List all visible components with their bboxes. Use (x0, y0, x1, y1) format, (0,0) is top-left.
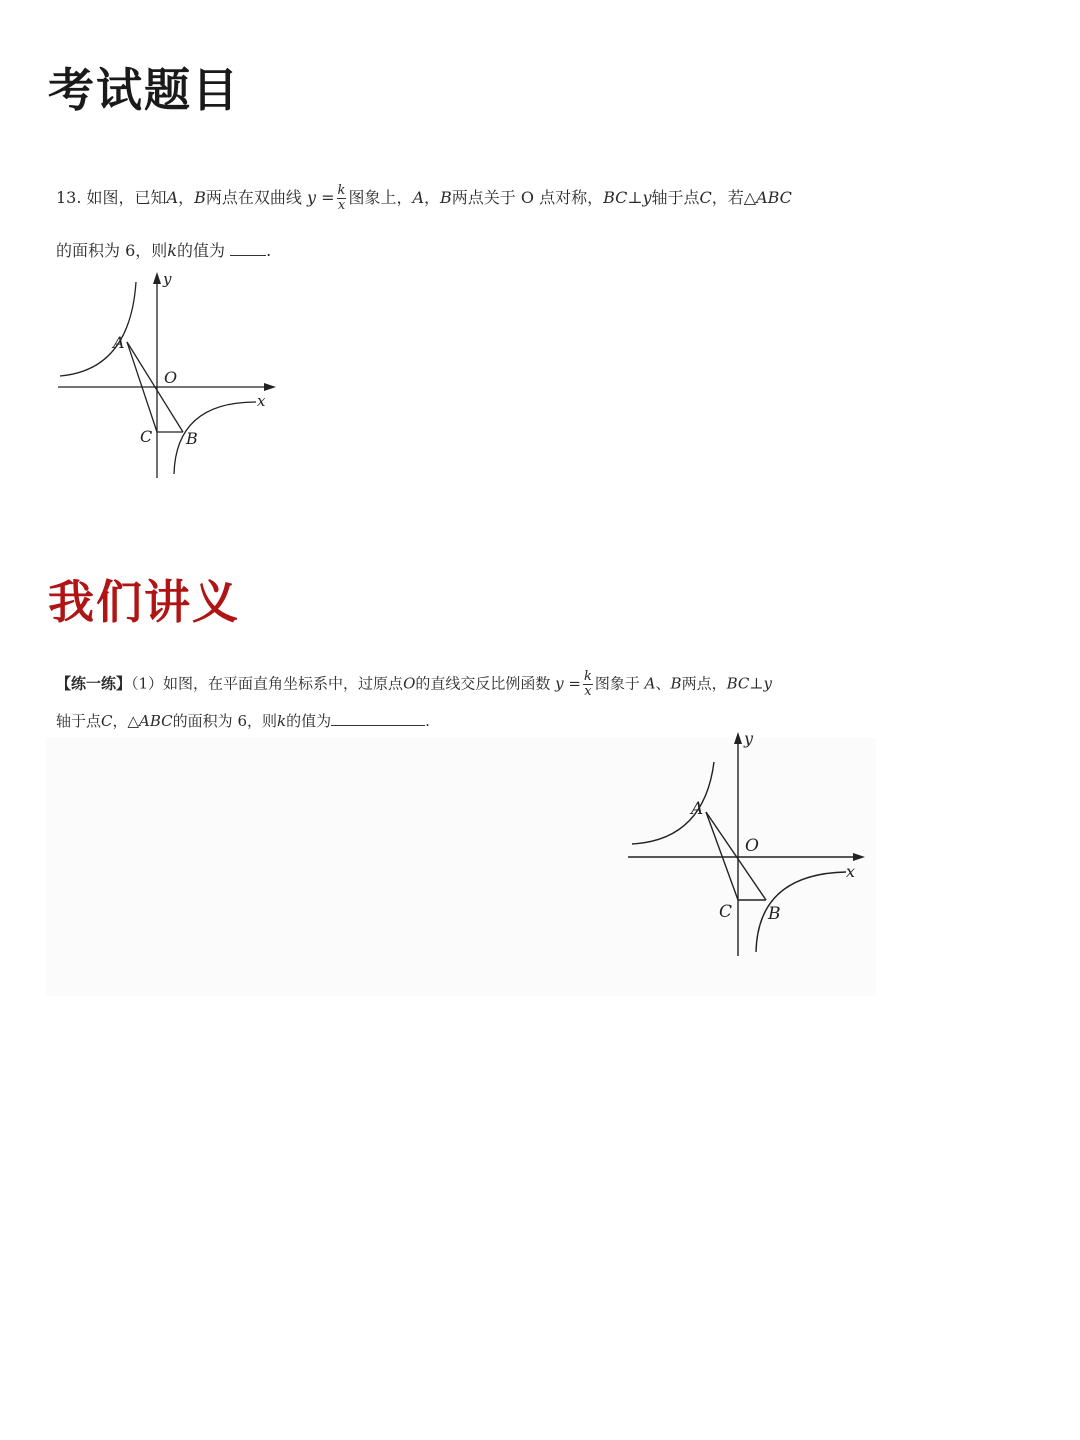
practice-line-2 (56, 710, 430, 731)
point-c-label: C (140, 427, 153, 446)
x-axis-label: x (846, 862, 856, 881)
point-b-label: B (670, 674, 682, 693)
separator: 、 (655, 674, 671, 693)
variable-k: k (167, 241, 177, 260)
period: . (266, 241, 272, 260)
section-heading-exam: 考试题目 (48, 63, 240, 117)
fraction-k-over-x (337, 184, 347, 213)
comma: ， (178, 188, 195, 207)
point-b-label: B (194, 188, 206, 207)
problem-13-line-1 (56, 184, 792, 213)
perpendicular-symbol: ⊥ (627, 188, 643, 207)
fraction-denominator: x (584, 684, 592, 699)
section-heading-handout: 我们讲义 (48, 575, 240, 629)
triangle-abc-label: ABC (756, 188, 792, 207)
point-a-label: A (691, 799, 704, 819)
problem-text: 两点， (681, 674, 727, 693)
answer-blank (331, 711, 425, 726)
fraction-denominator: x (337, 198, 346, 213)
segment-bc-label: BC (603, 188, 628, 207)
problem-text: 轴于点 (56, 712, 102, 730)
problem-text: ，△ (112, 712, 140, 730)
problem-text: 的直线交反比例函数 (415, 674, 551, 693)
practice-tag: 【练一练】 (56, 674, 132, 693)
x-axis-arrow (853, 853, 865, 861)
problem-text: 的值为 (176, 241, 225, 260)
problem-text: 如图，已知 (86, 188, 167, 207)
perpendicular-symbol: ⊥ (749, 674, 764, 693)
segment-ab (706, 812, 766, 900)
point-c-label: C (101, 712, 113, 730)
x-axis-label: x (257, 392, 266, 410)
fraction-k-over-x (583, 670, 593, 699)
fraction-numerator: k (583, 669, 592, 684)
point-a-label: A (412, 188, 425, 207)
fraction-numerator: k (337, 183, 346, 198)
triangle-abc-label: ABC (139, 712, 173, 730)
practice-line-1 (56, 670, 772, 699)
segment-bc-label: BC (726, 674, 750, 693)
origin-label: O (745, 836, 759, 856)
problem-text: 图象上， (348, 188, 413, 207)
point-b-label: B (186, 429, 198, 448)
hyperbola-branch-upper-left (60, 282, 136, 376)
problem-number: 13. (56, 188, 82, 207)
point-c-label: C (719, 902, 733, 922)
problem-text: 的值为 (286, 712, 332, 730)
segment-ac (706, 812, 738, 900)
equation-lhs: y = (555, 674, 581, 693)
point-b-label: B (440, 188, 452, 207)
point-a-label: A (644, 674, 656, 693)
point-b-label: B (768, 904, 781, 924)
problem-text: 图象于 (594, 674, 640, 693)
problem-text: 两点在双曲线 (205, 188, 302, 207)
period: . (425, 712, 430, 730)
point-a-label: A (166, 188, 179, 207)
equation-lhs: y = (307, 188, 335, 207)
problem-text: 的面积为 6，则 (172, 712, 277, 730)
point-o-label: O (403, 674, 416, 693)
hyperbola-figure-1 (50, 268, 290, 483)
problem-text: ，若△ (711, 188, 757, 207)
origin-label: O (164, 368, 178, 387)
variable-k: k (276, 712, 287, 730)
y-axis-label: y (744, 729, 754, 748)
comma: ， (424, 188, 441, 207)
problem-text: 的面积为 6，则 (56, 241, 168, 260)
problem-text: 两点关于 O 点对称， (451, 188, 604, 207)
hyperbola-figure-2 (620, 726, 878, 964)
y-axis-label: y (163, 270, 172, 288)
point-c-label: C (699, 188, 712, 207)
y-axis-ref: y (642, 188, 652, 207)
y-axis-ref: y (763, 674, 772, 693)
x-axis-arrow (264, 383, 276, 391)
y-axis-arrow (153, 272, 161, 284)
problem-text: （1）如图，在平面直角坐标系中，过原点 (131, 674, 404, 693)
problem-text: 轴于点 (651, 188, 700, 207)
y-axis-arrow (734, 732, 742, 744)
point-a-label: A (113, 333, 125, 352)
answer-blank (230, 241, 266, 256)
problem-13-line-2 (56, 238, 271, 261)
